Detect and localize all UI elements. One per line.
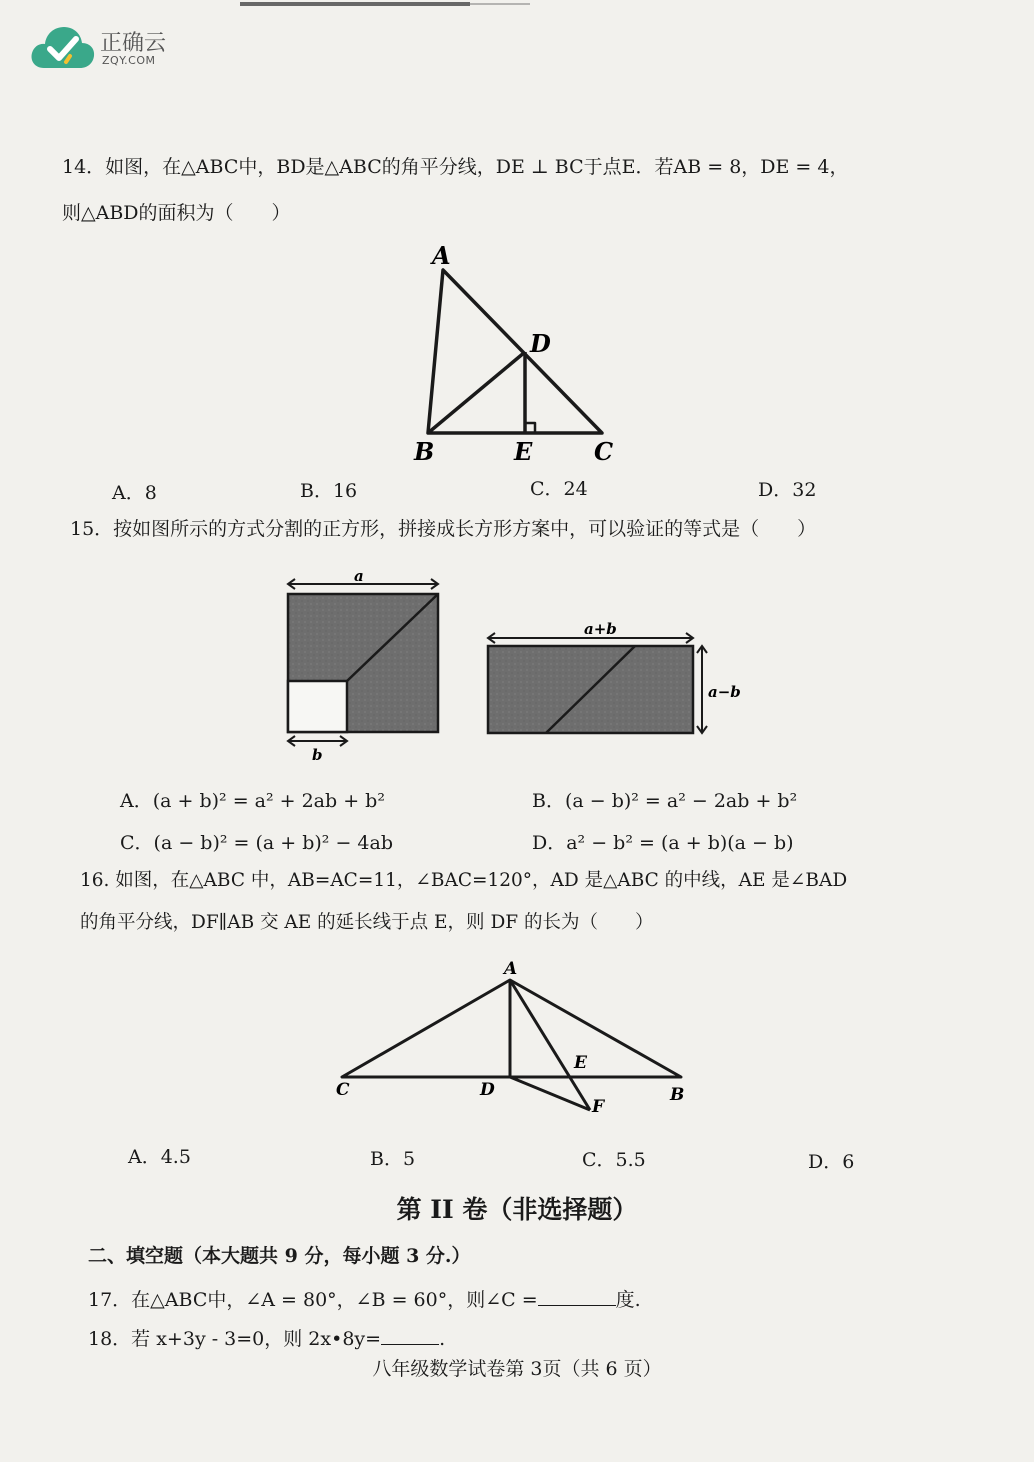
q17-suffix: 度. <box>615 1289 641 1311</box>
q18-suffix: . <box>439 1328 446 1350</box>
q15-option-d: D．a² − b² = (a + b)(a − b) <box>532 832 794 854</box>
label-a: a <box>354 567 364 585</box>
q17 <box>88 1289 641 1312</box>
q15-option-a: A．(a + b)² = a² + 2ab + b² <box>120 790 385 812</box>
q16-triangle-diagram <box>330 952 700 1120</box>
q16-line2: 的角平分线，DF∥AB 交 AE 的延长线于点 E，则 DF 的长为（ ） <box>80 912 654 933</box>
q14-triangle-diagram <box>400 238 640 470</box>
label-b: b <box>312 746 323 764</box>
q18 <box>88 1328 445 1351</box>
point-c-label: C <box>336 1080 350 1100</box>
q16-line1: 16. 如图，在△ABC 中，AB=AC=11，∠BAC=120°，AD 是△ABC 的中线，AE 是∠BAD <box>80 870 848 891</box>
q17-answer-blank[interactable] <box>538 1305 616 1306</box>
q18-answer-blank[interactable] <box>381 1344 439 1345</box>
scan-edge-mark <box>240 2 470 6</box>
point-d-label: D <box>480 1080 495 1100</box>
label-a-minus-b: a−b <box>708 683 741 701</box>
logo-name: 正确云 <box>100 31 167 56</box>
q14-option-c: C．24 <box>530 478 588 500</box>
point-a-label: A <box>432 241 451 270</box>
point-e-label: E <box>514 437 533 466</box>
q14-line1: 14．如图，在△ABC中，BD是△ABC的角平分线，DE ⊥ BC于点E．若AB = 8，DE = 4， <box>62 156 849 178</box>
logo-domain: ZQY.COM <box>102 54 156 67</box>
scan-edge-mark <box>470 3 530 5</box>
q15-square-rectangle-diagram <box>280 566 750 766</box>
check-cloud-icon <box>30 22 96 74</box>
page-footer: 八年级数学试卷第 3页（共 6 页） <box>372 1358 662 1380</box>
segment-bd <box>428 352 525 433</box>
q15-option-b: B．(a − b)² = a² − 2ab + b² <box>532 790 798 812</box>
point-c-label: C <box>594 437 614 466</box>
small-square-b <box>288 681 347 732</box>
q14-option-d: D．32 <box>758 479 817 501</box>
point-e-label: E <box>574 1053 587 1073</box>
q15-text: 15．按如图所示的方式分割的正方形，拼接成长方形方案中，可以验证的等式是（ ） <box>70 518 817 540</box>
q14-line2: 则△ABD的面积为（ ） <box>62 202 291 224</box>
point-b-label: B <box>414 437 435 466</box>
q16-option-d: D．6 <box>808 1151 855 1173</box>
q16-option-c: C．5.5 <box>582 1149 646 1171</box>
q16-option-b: B．5 <box>370 1148 416 1170</box>
q16-option-a: A．4.5 <box>128 1146 191 1168</box>
q14-option-b: B．16 <box>300 480 358 502</box>
section-heading: 二、填空题（本大题共 9 分，每小题 3 分.） <box>88 1245 471 1267</box>
segment-ae-extended <box>510 980 590 1110</box>
segment-df <box>510 1077 590 1110</box>
q18-prefix: 18．若 x+3y - 3=0，则 2x•8y= <box>88 1328 382 1350</box>
point-f-label: F <box>592 1097 605 1117</box>
q15-option-c: C．(a − b)² = (a + b)² − 4ab <box>120 832 393 854</box>
label-a-plus-b: a+b <box>584 620 617 638</box>
point-a-label: A <box>504 959 518 979</box>
q14-option-a: A．8 <box>112 482 157 504</box>
point-b-label: B <box>670 1085 685 1105</box>
q17-prefix: 17．在△ABC中，∠A = 80°，∠B = 60°，则∠C = <box>88 1289 538 1311</box>
point-d-label: D <box>530 329 551 358</box>
triangle-abc <box>428 270 602 433</box>
logo <box>30 22 190 74</box>
section-title: 第 II 卷（非选择题） <box>396 1195 638 1224</box>
